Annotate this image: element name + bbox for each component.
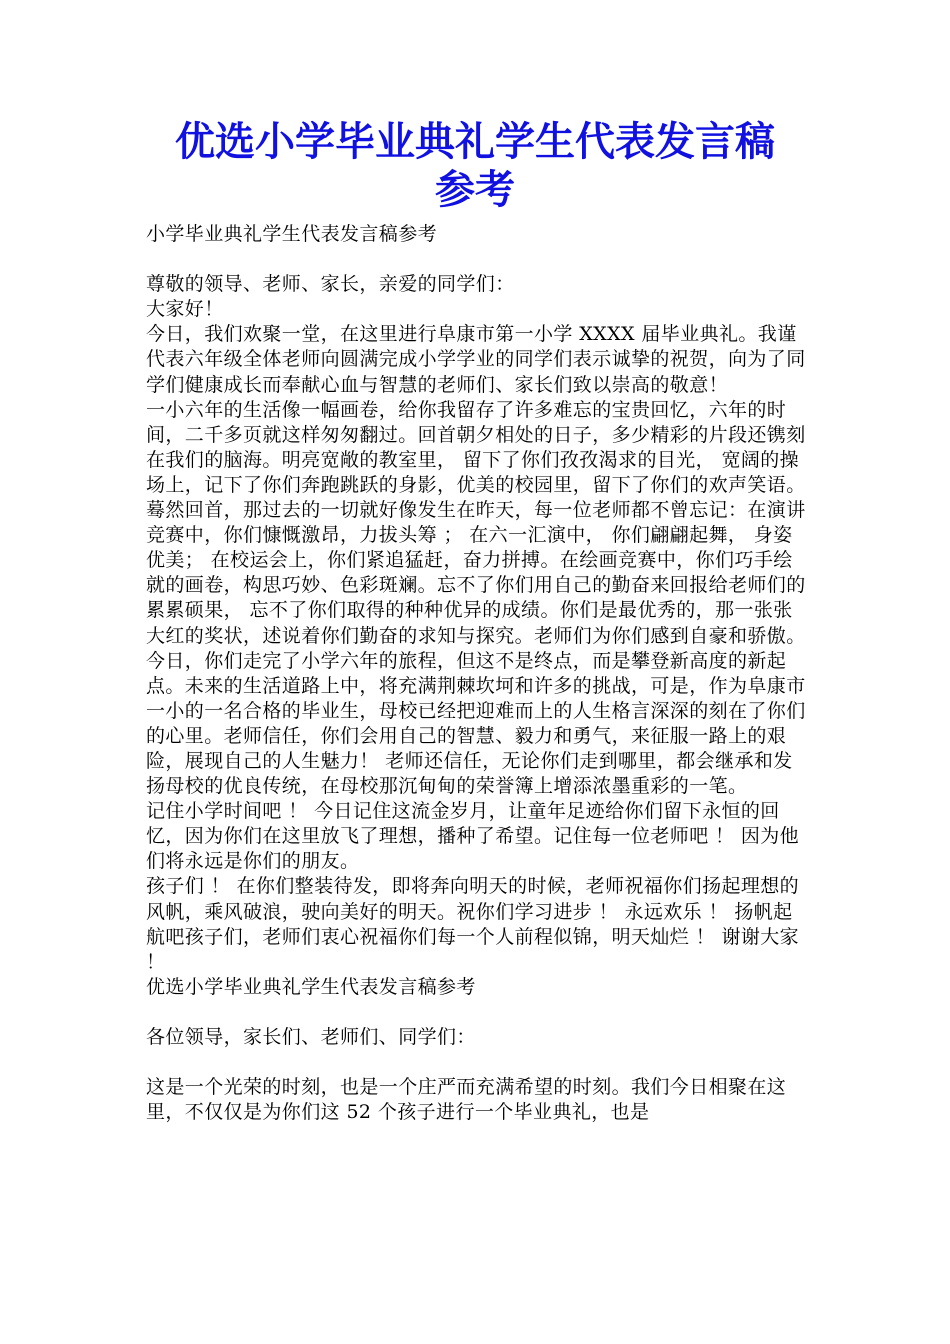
body-paragraph: 今日，我们欢聚一堂，在这里进行阜康市第一小学 XXXX 届毕业典礼。我谨代表六年级全体老师向圆满完成小学学业的同学们表示诚挚的祝贺，向为了同学们健康成长而奉献心血与智慧的老师们、家长们致以崇高的敬意！ xyxy=(146,323,806,396)
title-line-2: 参考 xyxy=(435,167,515,213)
body-paragraph: 今日，你们走完了小学六年的旅程，但这不是终点，而是攀登新高度的新起点。未来的生活道路上中，将充满荆棘坎坷和许多的挑战，可是，作为阜康市一小的一名合格的毕业生，母校已经把迎难而上的人生格言深深的刻在了你们的心里。老师信任，你们会用自己的智慧、毅力和勇气，来征服一路上的艰险，展现自己的人生魅力！ 老师还信任，无论你们走到哪里，都会继承和发扬母校的优良传统，在母校那沉甸甸的荣誉簿上增添浓墨重彩的一笔。 xyxy=(146,649,806,798)
greeting-paragraph: 大家好！ xyxy=(146,298,224,321)
title-line-1: 优选小学毕业典礼学生代表发言稿 xyxy=(175,119,775,165)
subtitle-paragraph: 小学毕业典礼学生代表发言稿参考 xyxy=(146,223,438,245)
body-paragraph: 一小六年的生活像一幅画卷，给你我留存了许多难忘的宝贵回忆，六年的时间，二千多页就这样匆匆翻过。回首朝夕相处的日子，多少精彩的片段还镌刻在我们的脑海。明亮宽敞的教室里， 留下了你们孜孜渴求的目光， 宽阔的操场上，记下了你们奔跑跳跃的身影，优美的校园里，留下了你们的欢声笑语。蓦然回首，那过去的一切就好像发生在昨天，每一位老师都不曾忘记：在演讲竞赛中，你们慷慨激昂，力拔头筹 ； 在六一汇演中， 你们翩翩起舞， 身姿优美； 在校运会上，你们紧追猛赶，奋力拼搏。在绘画竞赛中，你们巧手绘就的画卷，构思巧妙、色彩斑斓。忘不了你们用自己的勤奋来回报给老师们的累累硕果， 忘不了你们取得的种种优异的成绩。你们是最优秀的，那一张张大红的奖状，述说着你们勤奋的求知与探究。老师们为你们感到自豪和骄傲。 xyxy=(146,398,806,647)
body-paragraph: 记住小学时间吧 ！ 今日记住这流金岁月，让童年足迹给你们留下永恒的回忆，因为你们在这里放飞了理想，播种了希望。记住每一位老师吧 ！ 因为他们将永远是你们的朋友。 xyxy=(146,800,800,873)
document-body xyxy=(146,222,810,1125)
salutation-paragraph: 尊敬的领导、老师、家长，亲爱的同学们： xyxy=(146,273,515,296)
second-speech-heading: 优选小学毕业典礼学生代表发言稿参考 xyxy=(146,975,476,998)
blank-line xyxy=(146,1000,810,1025)
blank-line xyxy=(146,1050,810,1075)
document-title xyxy=(0,118,950,214)
salutation-paragraph: 各位领导，家长们、老师们、同学们： xyxy=(146,1026,476,1048)
blank-line xyxy=(146,247,810,272)
body-paragraph: 这是一个光荣的时刻，也是一个庄严而充满希望的时刻。我们今日相聚在这里，不仅仅是为你们这 52 个孩子进行一个毕业典礼，也是 xyxy=(146,1076,787,1124)
body-paragraph: 孩子们 ！ 在你们整装待发，即将奔向明天的时候，老师祝福你们扬起理想的风帆，乘风破浪，驶向美好的明天。祝你们学习进步 ！ 永远欢乐 ！ 扬帆起航吧孩子们，老师们衷心祝福你们每一个人前程似锦，明天灿烂 ！ 谢谢大家 ！ xyxy=(146,875,800,973)
